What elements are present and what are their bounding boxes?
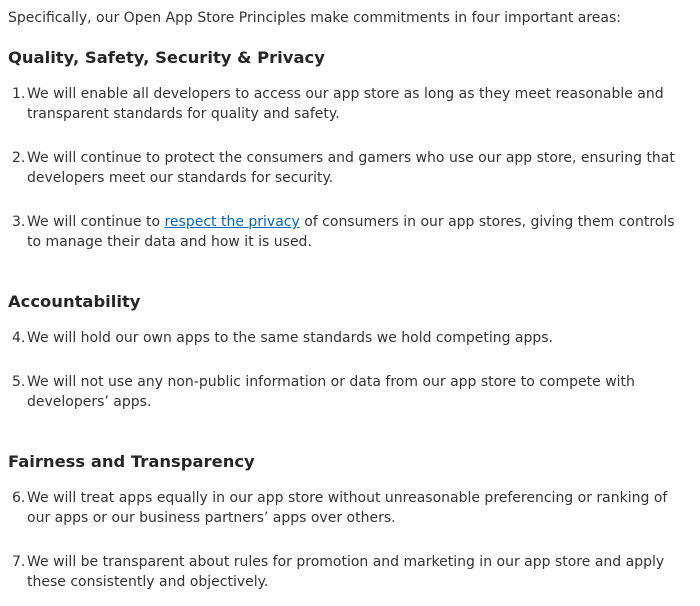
item-number: 2. xyxy=(12,150,26,166)
section-heading-accountability: Accountability xyxy=(8,292,141,311)
principle-item-2 xyxy=(8,148,692,188)
principle-item-4 xyxy=(8,328,692,348)
item-number: 7. xyxy=(12,554,26,570)
item-text: We will be transparent about rules for promotion and marketing in our app store and apply these consistently and objectively. xyxy=(27,554,665,590)
item-text-after: of consumers in our app stores, giving them controls to manage their data and how it is used. xyxy=(27,214,675,250)
intro-text: Specifically, our Open App Store Principles make commitments in four important areas: xyxy=(8,10,622,26)
item-text: We will continue to protect the consumers and gamers who use our app store, ensuring that developers meet our standards for security. xyxy=(27,150,675,186)
item-text: We will hold our own apps to the same standards we hold competing apps. xyxy=(27,330,554,346)
principle-item-6 xyxy=(8,488,692,528)
item-text: We will enable all developers to access our app store as long as they meet reasonable and transparent standards for quality and safety. xyxy=(27,86,664,122)
section-heading-fairness: Fairness and Transparency xyxy=(8,452,255,471)
item-number: 1. xyxy=(12,86,26,102)
respect-privacy-link[interactable]: respect the privacy xyxy=(164,214,300,230)
item-number: 6. xyxy=(12,490,26,506)
item-text-before: We will continue to xyxy=(27,214,165,230)
item-text: We will treat apps equally in our app store without unreasonable preferencing or ranking of our apps or our business partners’ apps over others. xyxy=(27,490,668,526)
principle-item-3 xyxy=(8,212,692,252)
item-number: 4. xyxy=(12,330,26,346)
principle-item-1 xyxy=(8,84,692,124)
section-heading-quality: Quality, Safety, Security & Privacy xyxy=(8,48,325,67)
item-number: 3. xyxy=(12,214,26,230)
item-number: 5. xyxy=(12,374,26,390)
principle-item-5 xyxy=(8,372,692,412)
item-text: We will not use any non-public information or data from our app store to compete with developers’ apps. xyxy=(27,374,635,410)
principle-item-7 xyxy=(8,552,692,592)
